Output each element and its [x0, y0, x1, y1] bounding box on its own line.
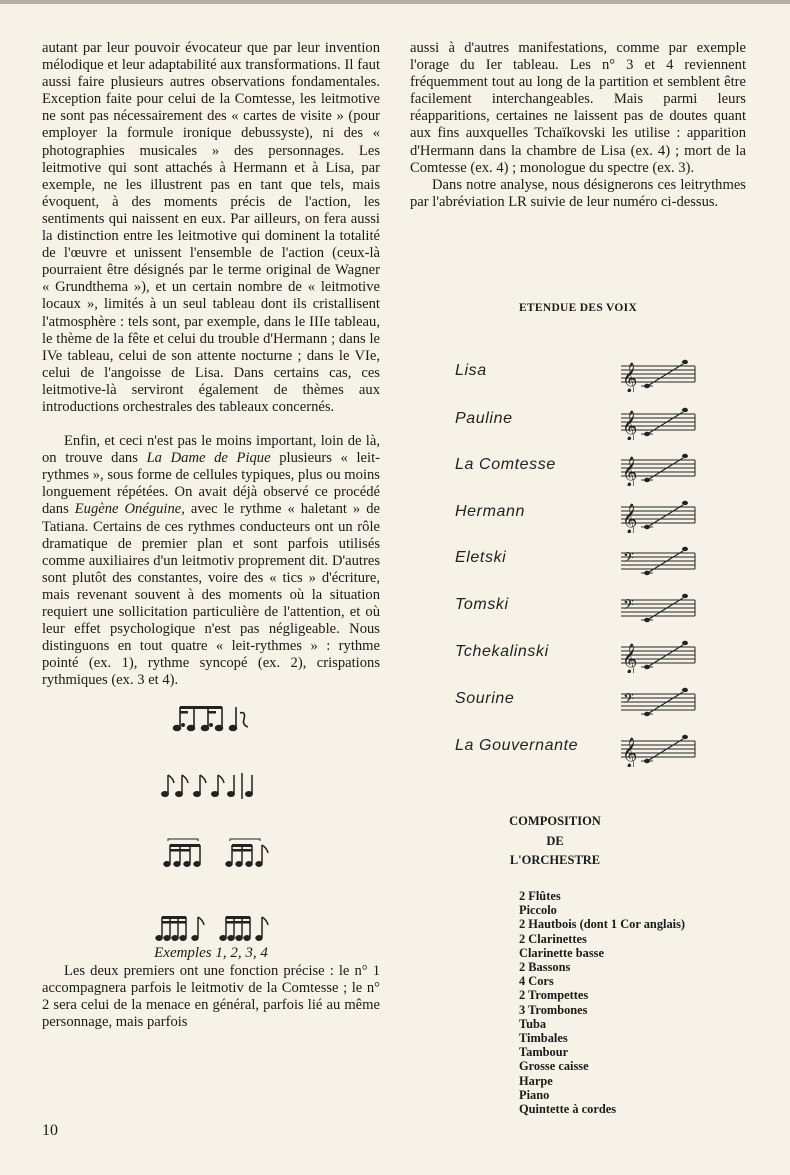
instrument-item: Harpe [519, 1073, 553, 1088]
instrument-item: 2 Trompettes [519, 988, 589, 1003]
voice-row [455, 637, 745, 671]
left-paragraph-1: autant par leur pouvoir évocateur que par leur invention mélodique et leur adaptabilité aux transformations. Il faut aussi faire plusieurs autres observations fondamentales. Exception faite pour celui de la Comtesse, les leitmotive ne sont pas nécessairement des « cartes de visite » (pour employer la formule ironique debussyste), ni des « photographies musicales » des personnages. Les leitmotive qui sont attachés à Hermann et à Lisa, par exemple, ne les illustrent pas en tant que tels, mais évoquent, à des moments précis de l'action, les sentiments qui naissent en eux. Par ailleurs, on fera aussi la distinction entre les leitmotive qui dominent la totalité de l'œuvre et unissent l'ensemble de l'action (ceux-là pourraient être désignés par le terme original de Wagner « Grundthema »), et un certain nombre de « leitmotive locaux », limités à un seul tableau dont ils cristallisent l'atmosphère : tels sont, par exemple, dans le IIIe tableau, le thème de la fête et celui du trouble d'Hermann ; dans le IVe tableau, celui de son attente nocturne ; dans le VIe, celui de l'angoisse de Lisa. Dans certains cas, ces leitmotive-là serviront également de thèmes aux introductions orchestrales des tableaux concernés. [42, 40, 380, 415]
voice-name: Tomski [455, 596, 509, 613]
svg-text:𝄢: 𝄢 [623, 597, 634, 617]
text-run: avec le rythme « haletant » de Tatiana. Certains de ces rythmes conducteurs ont un rôle dramatique de premier plan et sont parfois utilisés comme auxiliaires d'un leitmotiv proprement dit. D'autres sont plutôt des constantes, voire des « tics » d'écriture, mais revenant souvent à des moments où la situation requiert une sollicitation particulière de l'attention, et où leur effet psychologique n'est pas négligeable. Nous distinguons en tout quatre « leit-rythmes » : rythme pointé (ex. 1), rythme syncopé (ex. 2), crispations rythmiques (ex. 3 et 4). [42, 501, 380, 689]
right-column [410, 40, 746, 211]
svg-text:𝄞: 𝄞 [622, 644, 638, 673]
voice-name: La Gouvernante [455, 737, 579, 754]
svg-text:𝄢: 𝄢 [623, 691, 634, 711]
voice-name: Pauline [455, 410, 513, 427]
rhythm-example-2 [158, 771, 268, 801]
right-paragraph-2: Dans notre analyse, nous désignerons ces leitrythmes par l'abréviation LR suivie de leur numéro ci-dessus. [410, 176, 746, 210]
instrument-item: Tuba [519, 1016, 547, 1031]
voice-row [455, 590, 745, 624]
voice-range-staff [621, 637, 697, 673]
voice-range-staff [621, 590, 697, 626]
instrument-item: 2 Bassons [519, 960, 571, 975]
voice-range-staff [621, 684, 697, 720]
instrument-item: Timbales [519, 1031, 568, 1046]
text-run: plusieurs « leit-rythmes », sous forme de cellules typiques, plus ou moins longuement répétées. On avait déjà observé ce procédé dans [42, 450, 380, 518]
rhythm-example-1 [170, 701, 260, 735]
instrument-item: 2 Flûtes [519, 889, 561, 903]
instrument-item: Piano [519, 1087, 550, 1102]
text-run: Enfin, et ceci n'est pas le moins important, loin de là, on trouve dans [42, 433, 380, 467]
svg-text:𝄢: 𝄢 [623, 550, 634, 570]
examples-caption: Exemples 1, 2, 3, 4 [154, 945, 268, 962]
voice-range-staff [621, 404, 697, 440]
svg-text:𝄞: 𝄞 [622, 738, 638, 767]
voice-name: Sourine [455, 690, 515, 707]
rhythm-example-4 [152, 911, 282, 945]
voice-row [455, 356, 745, 390]
instrument-item: 4 Cors [519, 974, 554, 989]
svg-text:𝄞: 𝄞 [622, 363, 638, 392]
voice-name: Lisa [455, 362, 487, 379]
voice-range-staff [621, 356, 697, 392]
instrument-item: Piccolo [519, 903, 557, 918]
left-column [42, 40, 380, 1031]
svg-text:𝄞: 𝄞 [622, 504, 638, 533]
page-top-edge [0, 0, 790, 4]
svg-text:𝄞: 𝄞 [622, 411, 638, 440]
orchestra-title-line: L'ORCHESTRE [509, 853, 601, 867]
voice-row [455, 731, 745, 765]
page-number: 10 [42, 1122, 58, 1139]
instrument-item: Clarinette basse [519, 945, 604, 960]
voice-name: Hermann [455, 503, 526, 520]
rhythm-examples [42, 701, 380, 962]
voice-range-staff [621, 497, 697, 533]
voice-range-staff [621, 543, 697, 579]
svg-text:𝄞: 𝄞 [622, 457, 638, 486]
opera-title: Eugène Onéguine, [74, 501, 185, 518]
instrument-item: 2 Clarinettes [519, 931, 587, 946]
orchestra-list [519, 889, 685, 1116]
voice-row [455, 543, 745, 577]
instrument-item: 3 Trombones [519, 1002, 588, 1017]
instrument-item: Grosse caisse [519, 1059, 589, 1074]
instrument-item: 2 Hautbois (dont 1 Cor anglais) [519, 917, 686, 932]
voice-name: Eletski [455, 549, 507, 566]
voice-row [455, 497, 745, 531]
rhythm-example-3 [160, 837, 280, 871]
voices-title: ETENDUE DES VOIX [518, 302, 638, 314]
voice-name: Tchekalinski [455, 643, 549, 660]
orchestra-title [480, 812, 630, 871]
instrument-item: Tambour [519, 1045, 569, 1060]
left-paragraph-3: Les deux premiers ont une fonction précise : le n° 1 accompagnera parfois le leitmotiv de la Comtesse ; le n° 2 sera celui de la menace en général, parfois lié au même personnage, mais parfois [42, 962, 380, 1030]
right-paragraph-1: aussi à d'autres manifestations, comme par exemple l'orage du Ier tableau. Les n° 3 et 4 reviennent fréquemment tout au long de la partition et semblent être facilement interchangeables. Mais parmi leurs réapparitions, certaines ne laissent pas de doutes quant aux fins auxquelles Tchaïkovski les utilise : apparition d'Hermann dans la chambre de Lisa (ex. 4) ; mort de la Comtesse (ex. 4) ; monologue du spectre (ex. 3). [410, 40, 746, 176]
voice-row [455, 684, 745, 718]
voice-range-staff [621, 450, 697, 486]
voice-row [455, 404, 745, 438]
opera-title: La Dame de Pique [146, 450, 271, 467]
orchestra-title-line: DE [546, 833, 564, 848]
orchestra-title-line: COMPOSITION [509, 814, 601, 828]
left-paragraph-2 [42, 433, 380, 689]
voice-name: La Comtesse [455, 456, 556, 473]
voice-range-staff [621, 731, 697, 767]
voice-row [455, 450, 745, 484]
instrument-item: Quintette à cordes [519, 1102, 617, 1117]
